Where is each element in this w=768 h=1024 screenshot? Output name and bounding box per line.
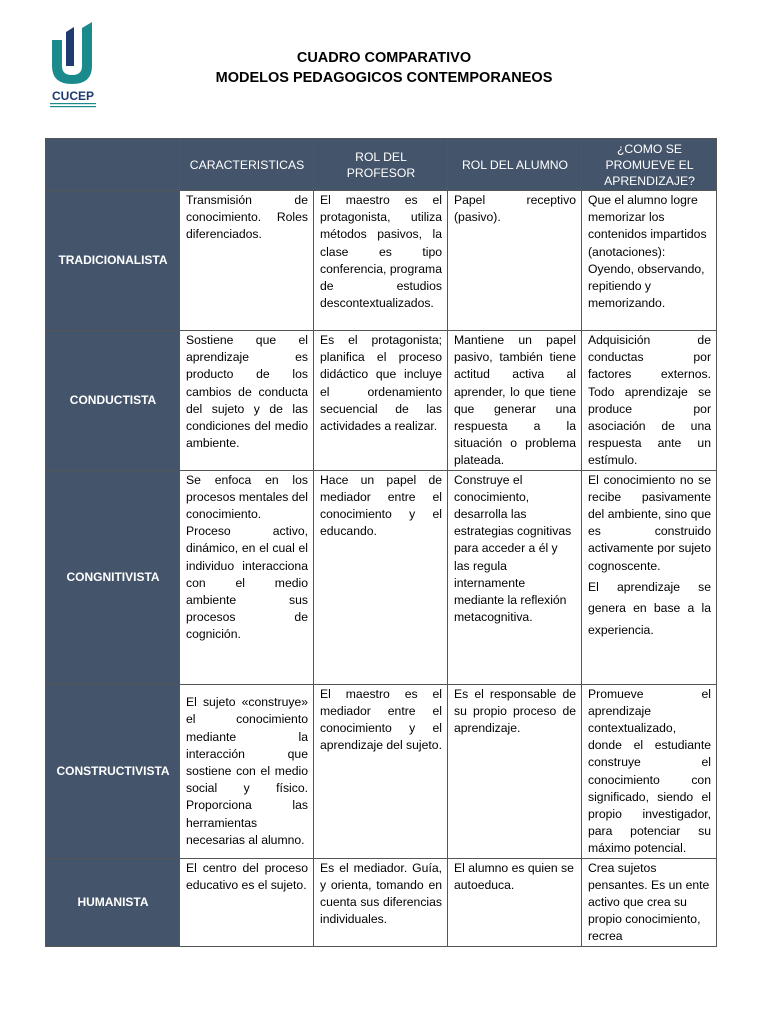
cell-caracteristicas: Sostiene que el aprendizaje es producto de los cambios de conducta del sujeto y de las condiciones del medio ambiente.	[180, 331, 314, 471]
cell-rol-alumno: Papel receptivo (pasivo).	[448, 191, 582, 331]
model-name: CONDUCTISTA	[46, 331, 180, 471]
comparison-table	[45, 138, 717, 947]
cell-caracteristicas: El centro del proceso educativo es el sujeto.	[180, 858, 314, 946]
table-row	[46, 684, 717, 858]
cell-rol-profesor: Hace un papel de mediador entre el conocimiento y el educando.	[314, 470, 448, 684]
cell-rol-alumno: El alumno es quien se autoeduca.	[448, 858, 582, 946]
header-rol-profesor: ROL DEL PROFESOR	[314, 139, 448, 191]
cell-rol-alumno: Mantiene un papel pasivo, también tiene actitud activa al aprender, lo que tiene que generar una respuesta a la situación o problema plateada.	[448, 331, 582, 471]
table-row	[46, 191, 717, 331]
title-line-2: MODELOS PEDAGOGICOS CONTEMPORANEOS	[215, 70, 553, 86]
aprendizaje-paragraph-1: El conocimiento no se recibe pasivamente del ambiente, sino que es construido activamente por sujeto cognoscente.	[588, 472, 711, 573]
header-caracteristicas: CARACTERISTICAS	[180, 139, 314, 191]
cell-rol-profesor: Es el protagonista; planifica el proceso didáctico que incluye el ordenamiento secuencial de las actividades a realizar.	[314, 331, 448, 471]
table-header-row	[46, 139, 717, 191]
model-name: TRADICIONALISTA	[46, 191, 180, 331]
table-row	[46, 331, 717, 471]
logo-text: CUCEP	[51, 89, 95, 103]
header-corner	[46, 139, 180, 191]
cell-caracteristicas: El sujeto «construye» el conocimiento mediante la interacción que sostiene con el medio social y físico. Proporciona las herramientas necesarias al alumno.	[180, 684, 314, 858]
cell-caracteristicas: Transmisión de conocimiento. Roles diferenciados.	[180, 191, 314, 331]
aprendizaje-paragraph-2: El aprendizaje se genera en base a la experiencia.	[588, 579, 711, 637]
cell-rol-profesor: El maestro es el mediador entre el conocimiento y el aprendizaje del sujeto.	[314, 684, 448, 858]
cell-rol-alumno: Es el responsable de su propio proceso de aprendizaje.	[448, 684, 582, 858]
cell-caracteristicas: Se enfoca en los procesos mentales del conocimiento. Proceso activo, dinámico, en el cual el individuo interacciona con el medio ambiente sus procesos de cognición.	[180, 470, 314, 684]
model-name: CONSTRUCTIVISTA	[46, 684, 180, 858]
document-title	[0, 48, 768, 88]
cell-aprendizaje: Promueve el aprendizaje contextualizado, donde el estudiante construye el conocimiento con significado, siendo el propio investigador, para potenciar su máximo potencial.	[582, 684, 717, 858]
cell-aprendizaje: Crea sujetos pensantes. Es un ente activo que crea su propio conocimiento, recrea	[582, 858, 717, 946]
cell-aprendizaje	[582, 470, 717, 684]
cell-aprendizaje: Que el alumno logre memorizar los contenidos impartidos (anotaciones): Oyendo, observando, repitiendo y memorizando.	[582, 191, 717, 331]
cell-rol-profesor: Es el mediador. Guía, y orienta, tomando en cuenta sus diferencias individuales.	[314, 858, 448, 946]
model-name: CONGNITIVISTA	[46, 470, 180, 684]
header-aprendizaje: ¿COMO SE PROMUEVE EL APRENDIZAJE?	[582, 139, 717, 191]
cell-rol-alumno: Construye el conocimiento, desarrolla las estrategias cognitivas para acceder a él y las regula internamente mediante la reflexión metacognitiva.	[448, 470, 582, 684]
table-row	[46, 470, 717, 684]
cell-aprendizaje: Adquisición de conductas por factores externos. Todo aprendizaje se produce por asociación de una respuesta ante un estímulo.	[582, 331, 717, 471]
header-rol-alumno: ROL DEL ALUMNO	[448, 139, 582, 191]
title-line-1: CUADRO COMPARATIVO	[296, 50, 472, 66]
model-name: HUMANISTA	[46, 858, 180, 946]
cell-rol-profesor: El maestro es el protagonista, utiliza métodos pasivos, la clase es tipo conferencia, programa de estudios descontextualizados.	[314, 191, 448, 331]
table-row	[46, 858, 717, 946]
